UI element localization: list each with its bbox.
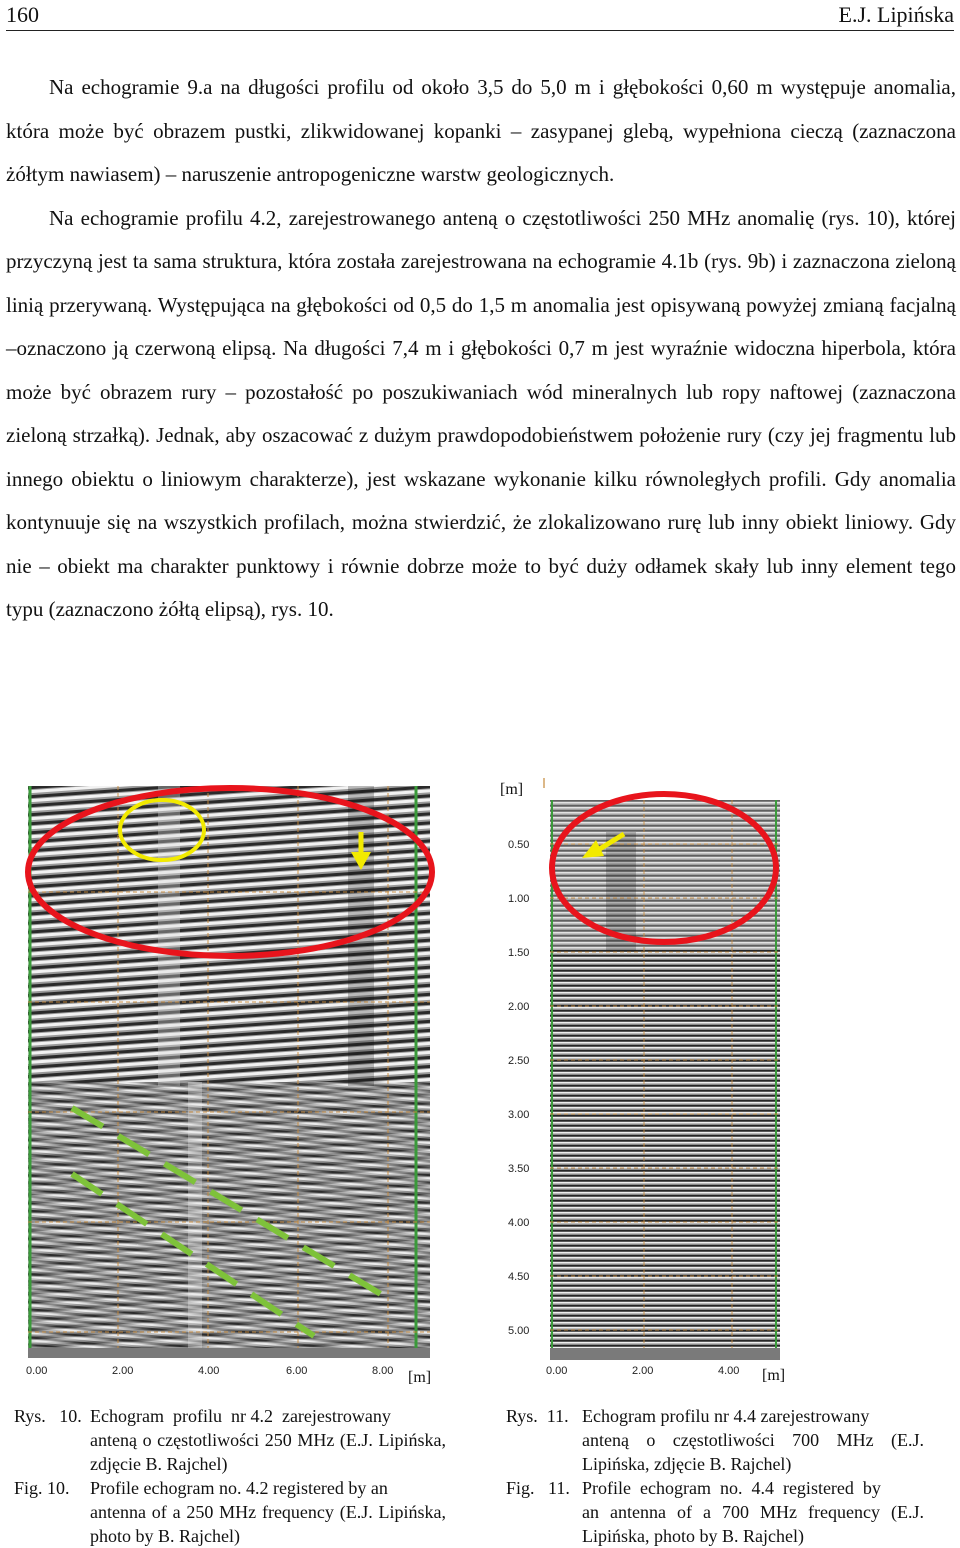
x-axis-right xyxy=(546,1365,785,1384)
caption-label-pl-right: Rys. 11. xyxy=(506,1406,569,1426)
svg-text:2.50: 2.50 xyxy=(508,1055,530,1067)
caption-text-en-first: Profile echogram no. 4.2 registered by an xyxy=(90,1478,388,1498)
caption-text-en-rest-right: an antenna of a 700 MHz frequency (E.J. Lipińska, photo by B. Rajchel) xyxy=(582,1502,924,1546)
caption-label-en: Fig. 10. xyxy=(14,1478,70,1498)
caption-figure-11 xyxy=(506,1404,924,1548)
svg-text:4.00: 4.00 xyxy=(718,1365,740,1377)
svg-text:[m]: [m] xyxy=(762,1367,786,1384)
svg-text:5.00: 5.00 xyxy=(508,1325,530,1337)
figure-echogram-250mhz xyxy=(18,782,448,1392)
svg-text:0.50: 0.50 xyxy=(508,839,530,851)
svg-text:0.00: 0.00 xyxy=(546,1365,568,1377)
svg-text:3.00: 3.00 xyxy=(508,1109,530,1121)
body-text xyxy=(6,66,956,632)
svg-text:4.00: 4.00 xyxy=(508,1217,530,1229)
caption-text-pl-rest-right: anteną o częstotliwości 700 MHz (E.J. Lipińska, zdjęcie B. Rajchel) xyxy=(582,1430,924,1474)
page-number: 160 xyxy=(6,2,39,27)
paragraph-2: Na echogramie profilu 4.2, zarejestrowanego anteną o częstotliwości 250 MHz anomalię (rys. 10), której przyczyną jest ta sama struktura, która została zarejestrowana na echogramie 4.1b (rys. 9b) i zaznaczona zieloną linią przerywaną. Występująca na głębokości od 0,5 do 1,5 m anomalia jest opisywaną powyżej zmianą facjalną –oznaczono ją czerwoną elipsą. Na długości 7,4 m i głębokości 0,7 m jest wyraźnie widoczna hiperbola, która może być obrazem rury – pozostałość po poszukiwaniach wód mineralnych lub ropy naftowej (zaznaczona zieloną strzałką). Jednak, aby oszacować z dużym prawdopodobieństwem położenie rury (czy jej fragmentu lub innego obiektu o liniowym charakterze), jest wskazane wykonanie kilku równoległych profili. Gdy anomalia kontynuuje się na wszystkich profilach, można stwierdzić, że zlokalizowano rurę lub inny obiekt liniowy. Gdy nie – obiekt ma charakter punktowy i równie dobrze może to być duży odłamek skały lub inny element tego typu (zaznaczono żółtą elipsą), rys. 10. xyxy=(6,205,956,621)
svg-text:4.50: 4.50 xyxy=(508,1271,530,1283)
svg-text:2.00: 2.00 xyxy=(632,1365,654,1377)
svg-text:3.50: 3.50 xyxy=(508,1163,530,1175)
caption-text-pl-first-right: Echogram profilu nr 4.4 zarejestrowany xyxy=(582,1406,870,1426)
svg-text:[m]: [m] xyxy=(500,781,524,798)
caption-label-pl: Rys. 10. xyxy=(14,1406,82,1426)
running-header xyxy=(6,0,954,31)
figure-echogram-700mhz xyxy=(496,772,796,1392)
svg-text:0.00: 0.00 xyxy=(26,1365,48,1377)
svg-text:6.00: 6.00 xyxy=(286,1365,308,1377)
caption-figure-10 xyxy=(14,1404,446,1548)
caption-text-pl-first: Echogram profilu nr 4.2 zarejestrowany xyxy=(90,1406,391,1426)
svg-text:2.00: 2.00 xyxy=(508,1001,530,1013)
caption-text-en-rest: antenna of a 250 MHz frequency (E.J. Lipińska, photo by B. Rajchel) xyxy=(90,1502,446,1546)
caption-label-en-right: Fig. 11. xyxy=(506,1478,570,1498)
svg-text:8.00: 8.00 xyxy=(372,1365,394,1377)
echogram-left-svg xyxy=(18,782,448,1392)
svg-text:1.50: 1.50 xyxy=(508,947,530,959)
svg-text:1.00: 1.00 xyxy=(508,893,530,905)
svg-text:[m]: [m] xyxy=(408,1369,432,1386)
svg-text:4.00: 4.00 xyxy=(198,1365,220,1377)
caption-text-pl-rest: anteną o częstotliwości 250 MHz (E.J. Lipińska, zdjęcie B. Rajchel) xyxy=(90,1430,446,1474)
paragraph-1: Na echogramie 9.a na długości profilu od około 3,5 do 5,0 m i głębokości 0,60 m występuje anomalia, która może być obrazem pustki, zlikwidowanej kopanki – zasypanej glebą, wypełniona cieczą (zaznaczona żółtym nawiasem) – naruszenie antropogeniczne warstw geologicznych. xyxy=(6,75,956,186)
x-axis-left xyxy=(26,1365,431,1386)
running-author: E.J. Lipińska xyxy=(838,2,954,27)
echogram-right-svg xyxy=(496,772,796,1392)
y-axis-right xyxy=(508,839,529,1337)
caption-text-en-first-right: Profile echogram no. 4.4 registered by xyxy=(582,1478,881,1498)
svg-text:2.00: 2.00 xyxy=(112,1365,134,1377)
